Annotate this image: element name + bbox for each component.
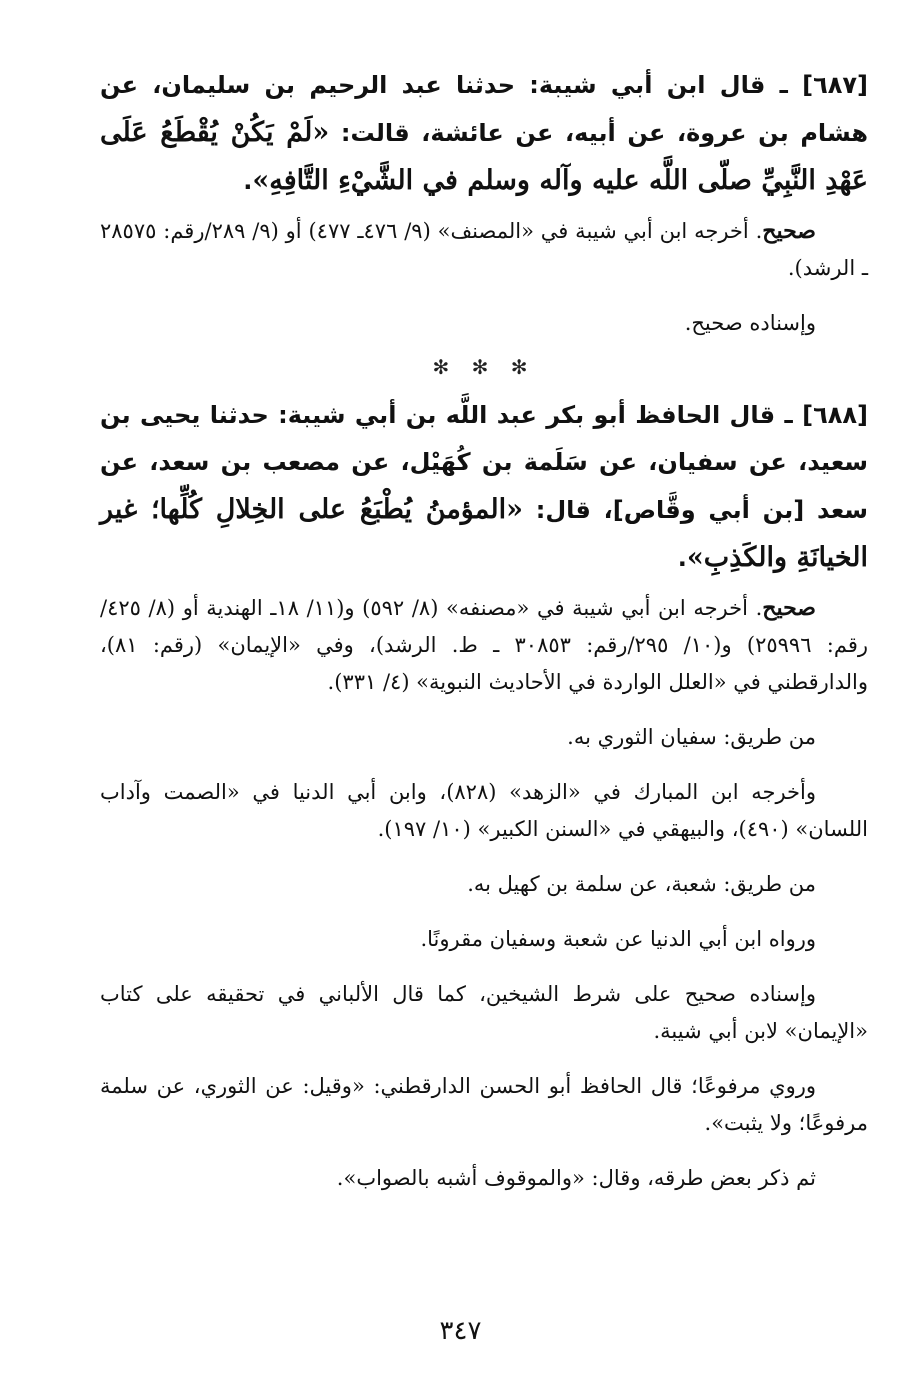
section-separator: ✻ ✻ ✻ <box>432 355 536 379</box>
hadith-688 <box>100 392 868 582</box>
paragraph-688-6: وروي مرفوعًا؛ قال الحافظ أبو الحسن الدارقطني: «وقيل: عن الثوري، عن سلمة مرفوعًا؛ ولا يثبت». <box>100 1074 868 1135</box>
hadith-687-narration: [٦٨٧] ـ قال ابن أبي شيبة: حدثنا عبد الرحيم بن سليمان، عن هشام بن عروة، عن أبيه، عن عائشة، قالت: <box>100 71 869 147</box>
grading-688-label: صحيح <box>762 595 816 621</box>
paragraph-688-4: ورواه ابن أبي الدنيا عن شعبة وسفيان مقرونًا. <box>420 927 816 951</box>
paragraph-688-5: وإسناده صحيح على شرط الشيخين، كما قال الألباني في تحقيقه على كتاب «الإيمان» لابن أبي شيبة. <box>100 982 868 1043</box>
hadith-687-matn: «لَمْ يَكُنْ يُقْطَعُ عَلَى عَهْدِ النَّبِيِّ صلّى اللَّه عليه وآله وسلم في الشَّيْءِ التَّافِهِ» <box>100 117 868 196</box>
hadith-687-end: . <box>243 167 253 195</box>
paragraph-688-3: من طريق: شعبة، عن سلمة بن كهيل به. <box>467 872 816 896</box>
grading-688-text: . أخرجه ابن أبي شيبة في «مصنفه» (٨/ ٥٩٢) و(١١/ ١٨ـ الهندية أو (٨/ ٤٢٥/رقم: ٢٥٩٩٦) و(١٠/ ٢٩٥/رقم: ٣٠٨٥٣ ـ ط. الرشد)، وفي «الإيمان» (رقم: ٨١)، والدارقطني في «العلل الواردة في الأحاديث النبوية» (٤/ ٣٣١). <box>100 596 869 694</box>
hadith-688-matn: «المؤمنُ يُطْبَعُ على الخِلالِ كُلِّها؛ غير الخيانَةِ والكَذِبِ» <box>100 494 868 573</box>
book-page <box>100 62 868 1362</box>
hadith-688-end: . <box>677 544 687 572</box>
page-number: ٣٤٧ <box>439 1316 482 1346</box>
paragraph-688-7: ثم ذكر بعض طرقه، وقال: «والموقوف أشبه بالصواب». <box>336 1166 816 1190</box>
paragraph-688-1: من طريق: سفيان الثوري به. <box>567 725 816 749</box>
paragraph-688-2: وأخرجه ابن المبارك في «الزهد» (٨٢٨)، وابن أبي الدنيا في «الصمت وآداب اللسان» (٤٩٠)، والبيهقي في «السنن الكبير» (١٠/ ١٩٧). <box>100 780 868 841</box>
grading-687-label: صحيح <box>762 218 816 244</box>
hadith-687 <box>100 62 868 205</box>
isnad-note-687: وإسناده صحيح. <box>684 311 816 335</box>
grading-687 <box>100 213 868 287</box>
hadith-688-narration: [٦٨٨] ـ قال الحافظ أبو بكر عبد اللَّه بن أبي شيبة: حدثنا يحيى بن سعيد، عن سفيان، عن سَلَمة بن كُهَيْل، عن مصعب بن سعد، عن سعد [بن أبي وقَّاص]، قال: <box>100 401 868 524</box>
grading-687-text: . أخرجه ابن أبي شيبة في «المصنف» (٩/ ٤٧٦ـ ٤٧٧) أو (٩/ ٢٨٩/رقم: ٢٨٥٧٥ ـ الرشد). <box>100 219 868 280</box>
grading-688 <box>100 590 868 701</box>
